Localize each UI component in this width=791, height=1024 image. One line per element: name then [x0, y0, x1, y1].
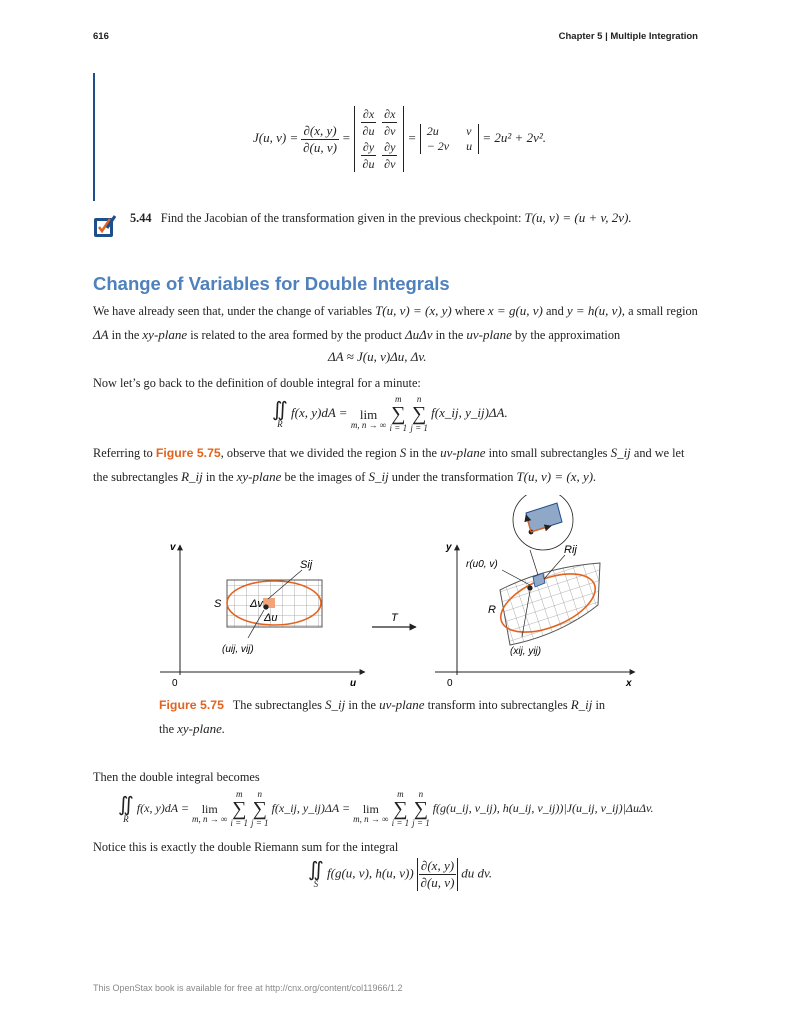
math: T(u, v) = (x, y)	[375, 303, 452, 318]
final-tail: du dv.	[461, 865, 493, 881]
big-term1: f(x_ij, y_ij)ΔA =	[271, 800, 351, 815]
sum-top: n	[418, 789, 424, 799]
math: x = g(u, v)	[487, 303, 543, 318]
label-delta-v: Δv	[250, 598, 263, 610]
math: xy-plane.	[177, 721, 226, 736]
right-x-label: x	[626, 678, 632, 689]
page-number: 616	[93, 31, 109, 42]
checkpoint-math: T(u, v) = (u + v, 2v).	[524, 210, 632, 225]
text: a small	[628, 304, 664, 318]
text: We have already seen that, under the change of variables	[93, 304, 372, 318]
jacobian-equation	[253, 106, 546, 172]
text: in the	[348, 698, 376, 712]
sum-top: m	[235, 789, 243, 799]
text: be the images of	[284, 470, 366, 484]
checkpoint-number: 5.44	[130, 211, 152, 225]
det-value: u	[466, 139, 473, 153]
lim-word: lim	[362, 802, 379, 816]
section-heading: Change of Variables for Double Integrals	[93, 273, 450, 294]
sum-bottom: j = 1	[250, 818, 269, 828]
chapter-title: Chapter 5 | Multiple Integration	[558, 31, 698, 42]
label-xij-yij: (xij, yij)	[510, 646, 542, 657]
text: in the	[159, 698, 606, 736]
sum-bottom: i = 1	[230, 818, 248, 828]
jacobian-eq2: =	[407, 129, 417, 145]
math: y = h(u, v),	[566, 303, 626, 318]
math: uv-plane	[440, 445, 486, 460]
text: in the	[111, 328, 140, 342]
big-part1: f(x, y)dA =	[136, 800, 189, 815]
text: and	[545, 304, 564, 318]
math: xy-plane	[142, 327, 188, 342]
label-Rij: Rij	[564, 544, 577, 556]
double-integral-riemann-equation: ∬ R f(x, y)dA = lim m, n → ∞ m ∑ i = 1 n ∑ j = 1 f(x_ij, y_ij)ΔA = lim m, n → ∞ m ∑ i = 1 n ∑ j = 1 f(g(u_ij, v_ij), h(u_ij, v_ij))|J(u_ij, v_ij)|ΔuΔv.	[118, 789, 654, 828]
integral-region: R	[123, 813, 129, 824]
def-term: f(x_ij, y_ij)ΔA.	[431, 404, 508, 420]
left-u-label: u	[350, 678, 357, 689]
checkmark-pencil-icon	[93, 214, 117, 238]
approximation-equation: ΔA ≈ J(u, v)Δu, Δv.	[328, 349, 427, 364]
text: , observe that we divided the region	[220, 446, 397, 460]
math: uv-plane	[379, 697, 425, 712]
math: ΔA	[93, 327, 109, 342]
checkpoint-prompt: Find the Jacobian of the transformation given in the previous checkpoint:	[160, 211, 522, 225]
text: where	[454, 304, 485, 318]
jacobian-frac-num: ∂(x, y)	[303, 122, 337, 138]
text: is related to the area formed by the product	[190, 328, 402, 342]
sum-top: m	[397, 789, 404, 799]
text: in the	[205, 470, 234, 484]
text: under the transformation	[391, 470, 514, 484]
sum-top: n	[257, 789, 263, 799]
figure-5-75	[150, 495, 645, 695]
lim-sub: m, n → ∞	[350, 419, 387, 430]
sum-bottom: j = 1	[410, 423, 428, 433]
label-T: T	[391, 612, 398, 624]
integral-region: S	[313, 879, 319, 889]
checkpoint-text	[130, 210, 632, 226]
figure-caption-label: Figure 5.75	[159, 698, 224, 712]
math: uv-plane	[466, 327, 512, 342]
right-origin-label: 0	[447, 678, 453, 689]
point-uij-vij	[263, 604, 268, 609]
text: The subrectangles	[232, 698, 322, 712]
text: and we let	[633, 446, 685, 460]
lim-sub: m, n → ∞	[353, 814, 389, 824]
det-partial: ∂y	[384, 140, 396, 154]
jacobian-eq1: =	[341, 129, 351, 145]
paragraph-definition-intro: Now let’s go back to the definition of double integral for a minute:	[93, 376, 421, 390]
det-partial: ∂u	[362, 157, 375, 171]
text: transform into subrectangles	[427, 698, 568, 712]
det-value: − 2v	[426, 139, 450, 153]
partials-determinant	[354, 106, 405, 172]
sum-top: n	[416, 394, 422, 404]
math: R_ij	[181, 469, 203, 484]
det-value: 2u	[426, 124, 439, 138]
det-partial: ∂y	[362, 140, 375, 154]
text: region	[666, 304, 698, 318]
det-partial: ∂v	[384, 157, 396, 171]
lim-word: lim	[359, 406, 378, 422]
math: S_ij	[325, 697, 346, 712]
math: T(u, v) = (x, y).	[516, 469, 597, 484]
det-partial: ∂u	[362, 124, 375, 138]
integral-region: R	[277, 418, 283, 429]
text: the subrectangles	[93, 470, 179, 484]
sum-bottom: i = 1	[391, 818, 410, 828]
big-term2: f(g(u_ij, v_ij), h(u_ij, v_ij))|J(u_ij, v_ij)|ΔuΔv.	[432, 800, 654, 815]
text: Referring to	[93, 446, 153, 460]
left-origin-label: 0	[172, 678, 178, 689]
sum-bottom: i = 1	[389, 423, 408, 433]
text: into small subrectangles	[488, 446, 608, 460]
text: by the approximation	[514, 328, 621, 342]
final-frac-num: ∂(x, y)	[420, 858, 455, 873]
det-value: v	[466, 124, 472, 138]
paragraph-integral-becomes: Then the double integral becomes	[93, 770, 260, 784]
math: ΔuΔv	[405, 327, 433, 342]
jacobian-fraction	[301, 123, 338, 156]
paragraph-figure-reference	[93, 441, 699, 489]
label-delta-u: Δu	[264, 612, 278, 624]
leader-line	[530, 550, 538, 575]
det-partial: ∂x	[384, 107, 396, 121]
det-partial: ∂x	[362, 107, 375, 121]
figure-link[interactable]: Figure 5.75	[155, 446, 221, 460]
math: S	[399, 445, 407, 460]
math: S_ij	[610, 445, 631, 460]
values-determinant	[420, 124, 479, 154]
label-uij-vij: (uij, vij)	[222, 644, 254, 655]
final-integrand: f(g(u, v), h(u, v))	[327, 865, 414, 881]
def-integrand: f(x, y)dA =	[291, 404, 348, 420]
point-xij-yij	[527, 585, 532, 590]
final-integral-equation: ∬ S f(g(u, v), h(u, v)) $\frac{\partial(x, y)}{\partial(u, v)}$ du dv.	[308, 858, 493, 890]
sum-top: m	[395, 394, 402, 404]
label-Sij: Sij	[300, 559, 313, 571]
det-partial: ∂v	[384, 124, 396, 138]
example-sidebar-bar	[93, 73, 95, 201]
left-v-label: v	[170, 542, 176, 553]
right-y-label: y	[446, 542, 452, 553]
math: S_ij	[368, 469, 389, 484]
footer-note: This OpenStax book is available for free at http://cnx.org/content/col11966/1.2	[93, 983, 403, 993]
jacobian-result: = 2u² + 2v².	[482, 129, 547, 145]
figure-caption	[159, 693, 619, 741]
math: xy-plane	[236, 469, 282, 484]
label-R: R	[488, 604, 496, 616]
lim-word: lim	[201, 802, 218, 816]
text: in the	[435, 328, 464, 342]
text: in the	[409, 446, 437, 460]
jacobian-frac-den: ∂(u, v)	[303, 139, 337, 155]
jacobian-absolute	[417, 858, 458, 891]
paragraph-change-of-variables	[93, 299, 699, 347]
lim-sub: m, n → ∞	[191, 814, 228, 824]
jacobian-lhs: J(u, v) =	[253, 129, 299, 145]
double-integral-definition: ∬ R f(x, y)dA = lim m, n → ∞ m ∑ i = 1 n ∑ j = 1 f(x_ij, y_ij)ΔA.	[272, 394, 508, 433]
label-S: S	[214, 598, 222, 610]
sum-bottom: j = 1	[412, 818, 430, 828]
final-frac-den: ∂(u, v)	[420, 875, 455, 890]
paragraph-riemann-sum-note: Notice this is exactly the double Riemann sum for the integral	[93, 840, 399, 854]
math: R_ij	[570, 697, 593, 712]
label-r-u0-v: r(u0, v)	[466, 559, 498, 570]
